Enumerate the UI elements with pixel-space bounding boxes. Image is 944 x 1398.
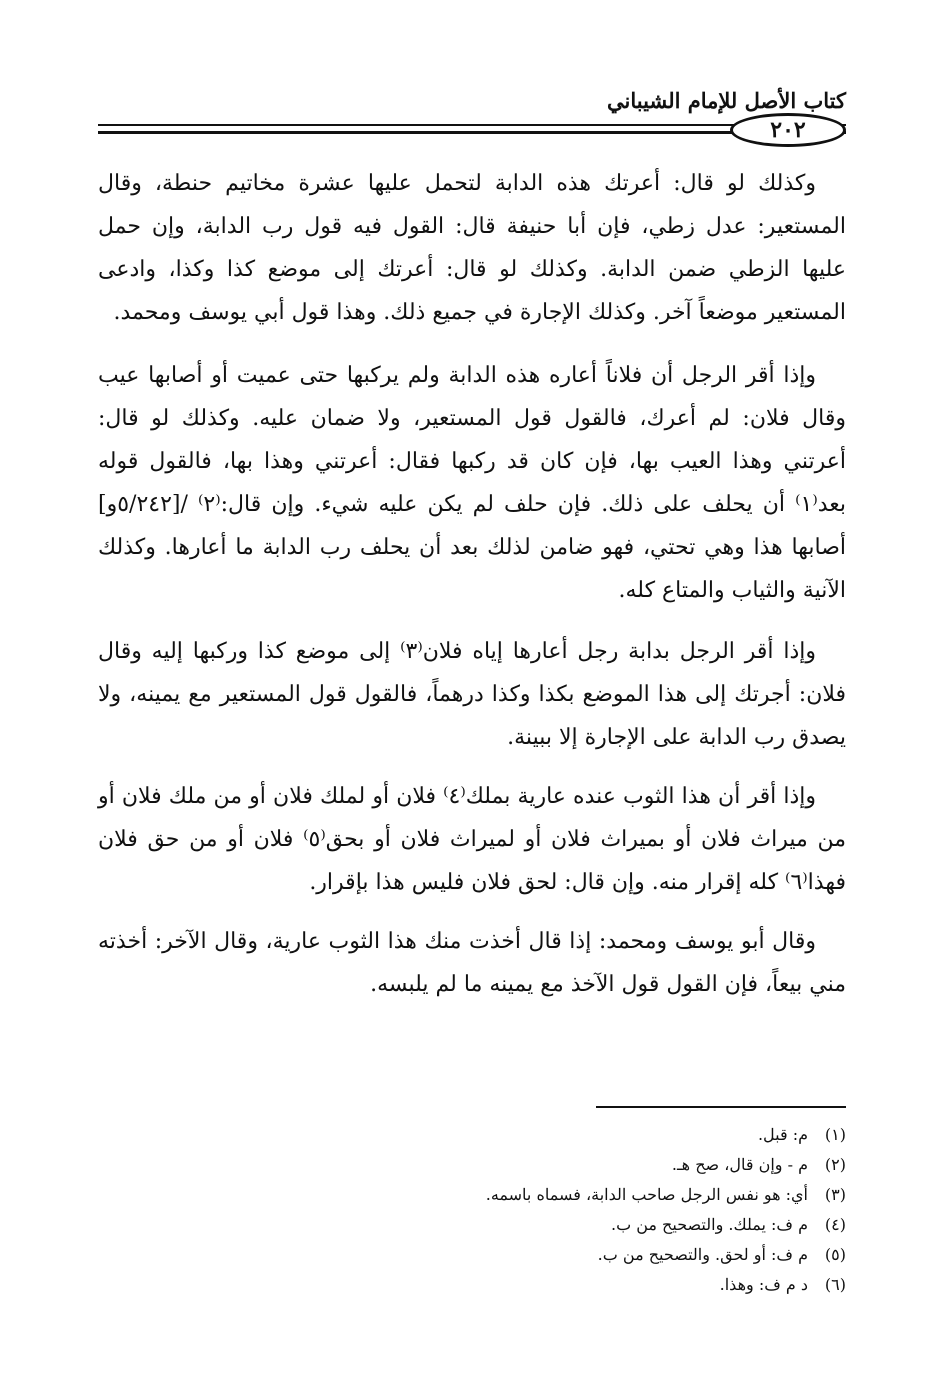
running-header-title: كتاب الأصل للإمام الشيباني — [607, 88, 846, 113]
footnote-number: (٣) — [824, 1185, 846, 1204]
footnote-text: م ف: يملك. والتصحيح من ب. — [610, 1215, 808, 1234]
paragraph: وقال أبو يوسف ومحمد: إذا قال أخذت منك هذا الثوب عارية، وقال الآخر: أخذته مني بيعاً، فإن القول قول الآخذ مع يمينه ما لم يلبسه. — [98, 929, 846, 997]
paragraph: وإذا أقر أن هذا الثوب عنده عارية بملك⁽٤⁾ فلان أو لملك فلان أو من ملك فلان أو من ميراث فلان أو بميراث فلان أو لميراث فلان أو بحق⁽٥⁾ فلان أو من حق فلان فهذا⁽٦⁾ كله إقرار منه. وإن قال: لحق فلان فليس هذا بإقرار. — [98, 784, 846, 895]
footnote-text: م ف: أو لحق. والتصحيح من ب. — [597, 1245, 808, 1264]
paragraph: وإذا أقر الرجل أن فلاناً أعاره هذه الدابة ولم يركبها حتى عميت أو أصابها عيب وقال فلان: لم أعرك، فالقول قول المستعير، ولا ضمان عليه. وكذلك لو قال: أعرتني وهذا العيب بها، فإن كان قد ركبها فقال: أعرتني وهذا بها، فالقول قوله بعد⁽١⁾ أن يحلف على ذلك. فإن حلف لم يكن عليه شيء. وإن قال:⁽٢⁾ /[٥/٢٤٢و] أصابها هذا وهي تحتي، فهو ضامن لذلك بعد أن يحلف رب الدابة ما أعارها. وكذلك الآنية والثياب والمتاع كله. — [98, 363, 846, 603]
footnote-text: م - وإن قال، صح هـ. — [671, 1155, 808, 1174]
footnote-text: م: قبل. — [757, 1125, 808, 1144]
footnote-separator — [596, 1106, 846, 1108]
footnote-text: د م ف: وهذا. — [719, 1275, 808, 1294]
footnote-number: (٤) — [824, 1215, 846, 1234]
footnote-item — [98, 1210, 846, 1240]
footnote-item — [98, 1270, 846, 1300]
page-number: ٢٠٢ — [770, 117, 806, 143]
footnote-item — [98, 1180, 846, 1210]
footnote-text: أي: هو نفس الرجل صاحب الدابة، فسماه باسمه. — [485, 1185, 808, 1204]
paragraph: وإذا أقر الرجل بدابة رجل أعارها إياه فلان⁽٣⁾ إلى موضع كذا وركبها إليه وقال فلان: أجرتك إلى هذا الموضع بكذا وكذا درهماً، فالقول قول المستعير مع يمينه، ولا يصدق رب الدابة على الإجارة إلا ببينة. — [98, 639, 846, 750]
footnote-item — [98, 1240, 846, 1270]
footnotes-list — [98, 1120, 846, 1300]
footnote-number: (٢) — [824, 1155, 846, 1174]
footnote-number: (٥) — [824, 1245, 846, 1264]
footnote-item — [98, 1150, 846, 1180]
footnote-item — [98, 1120, 846, 1150]
main-text — [98, 162, 846, 1006]
page-number-badge — [730, 113, 846, 147]
footnote-number: (٦) — [824, 1275, 846, 1294]
paragraph: وكذلك لو قال: أعرتك هذه الدابة لتحمل عليها عشرة مخاتيم حنطة، وقال المستعير: عدل زطي، فإن أبا حنيفة قال: القول فيه قول رب الدابة، وإن حمل عليها الزطي ضمن الدابة. وكذلك لو قال: أعرتك إلى موضع كذا وكذا، وادعى المستعير موضعاً آخر. وكذلك الإجارة في جميع ذلك. وهذا قول أبي يوسف ومحمد. — [98, 171, 846, 325]
footnote-number: (١) — [824, 1125, 846, 1144]
